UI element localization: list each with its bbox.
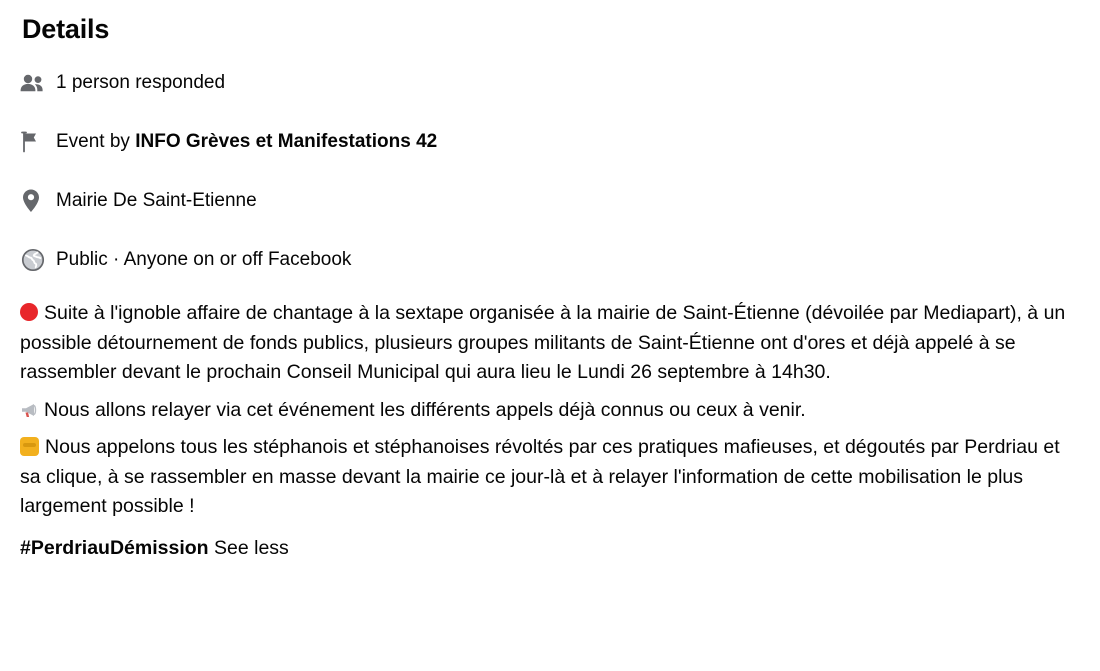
description-paragraph-2 [20, 396, 1070, 426]
page-title: Details [22, 14, 110, 44]
megaphone-emoji [20, 398, 40, 414]
event-description [20, 299, 1080, 562]
see-less-button[interactable]: See less [214, 536, 289, 559]
description-paragraph-2-text: Nous allons relayer via cet événement les différents appels déjà connus ou ceux à venir. [44, 398, 806, 421]
description-paragraph-3 [20, 433, 1070, 522]
people-icon [20, 69, 56, 97]
host-prefix: Event by [56, 131, 136, 152]
detail-row-host [20, 122, 1080, 162]
description-paragraph-1-text: Suite à l'ignoble affaire de chantage à la sextape organisée à la mairie de Saint-Étienne (dévoilée par Mediapart), à un possible détournement de fonds publics, plusieurs groupes militants de Saint-Étienne ont d'ores et déjà appelé à se rassembler devant le prochain Conseil Municipal qui aura lieu le Lundi 26 septembre à 14h30. [20, 302, 1066, 383]
privacy-label: Public · Anyone on or off Facebook [56, 249, 352, 270]
globe-icon [20, 246, 56, 274]
flag-icon [20, 128, 56, 156]
description-footer [20, 534, 1080, 562]
responded-count-label: 1 person responded [56, 72, 226, 93]
location-pin-icon [20, 187, 56, 215]
red-circle-emoji [20, 303, 38, 321]
hashtag-link[interactable]: #PerdriauDémission [20, 536, 209, 559]
host-label [56, 130, 437, 154]
host-name[interactable]: INFO Grèves et Manifestations 42 [135, 131, 438, 152]
description-paragraph-3-text: Nous appelons tous les stéphanois et stéphanoises révoltés par ces pratiques mafieuses, et dégoutés par Perdriau et sa clique, à se rassembler en masse devant la mairie ce jour-là et à relayer l'information de cette mobilisation le plus largement possible ! [20, 436, 1060, 517]
raised-fist-emoji [20, 437, 39, 456]
detail-row-location [20, 181, 1080, 221]
detail-row-privacy [20, 240, 1080, 280]
location-label[interactable]: Mairie De Saint-Etienne [56, 190, 257, 211]
detail-row-responded [20, 63, 1080, 103]
description-paragraph-1 [20, 299, 1070, 388]
